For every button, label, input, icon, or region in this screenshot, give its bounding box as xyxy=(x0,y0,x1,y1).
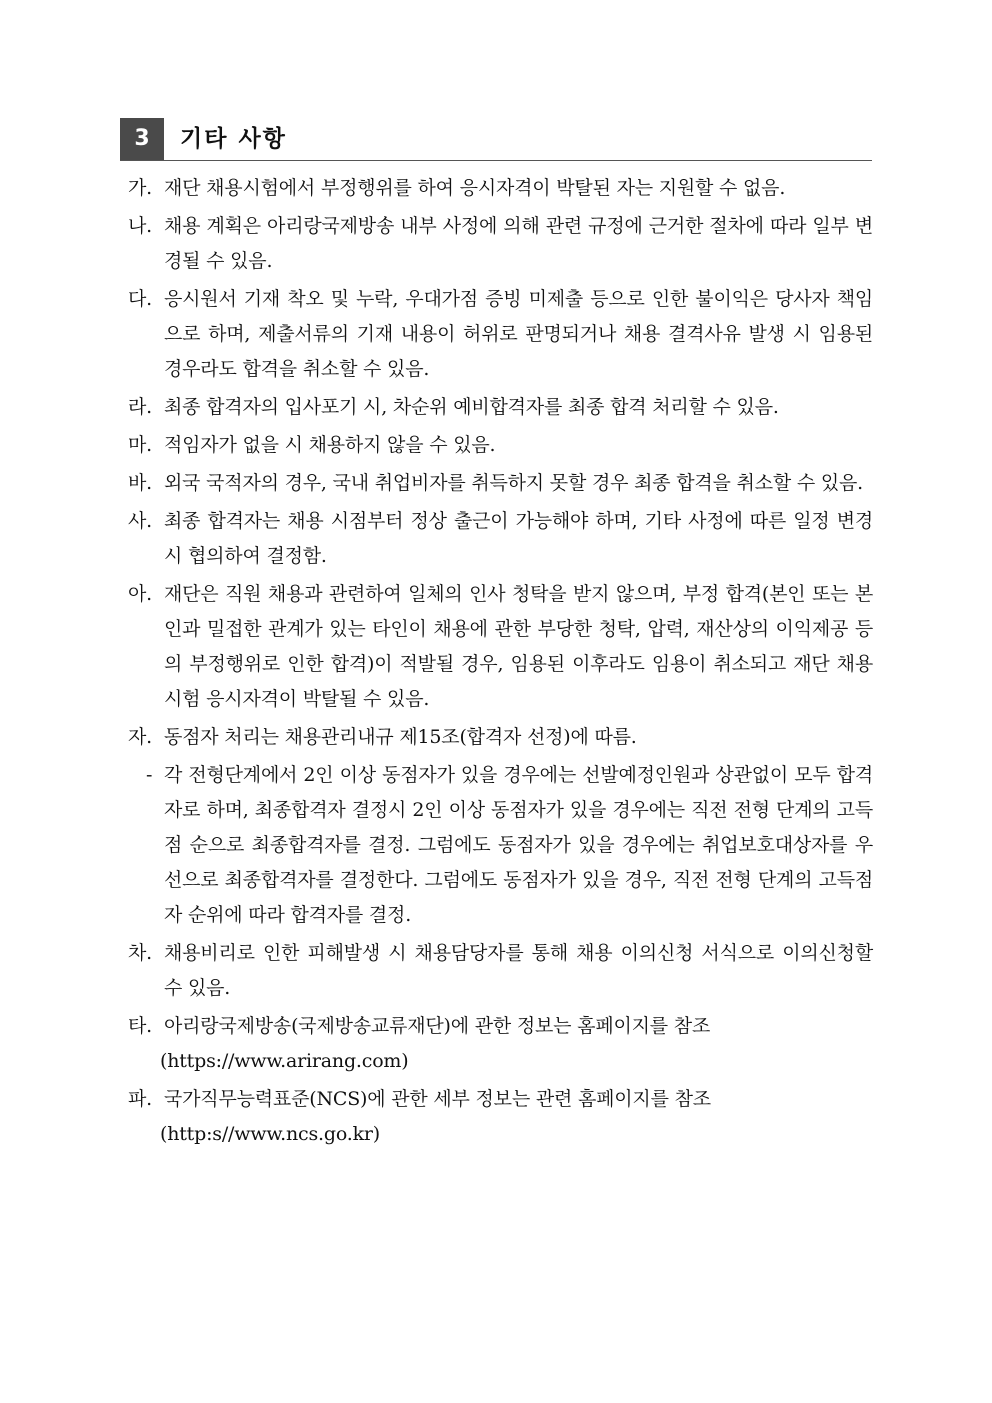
item-text: 응시원서 기재 착오 및 누락, 우대가점 증빙 미제출 등으로 인한 불이익은 당사자 책임으로 하며, 제출서류의 기재 내용이 허위로 판명되거나 채용 결격사유 발생 시 임용된 경우라도 합격을 취소할 수 있음. xyxy=(164,288,873,380)
item-text: 외국 국적자의 경우, 국내 취업비자를 취득하지 못할 경우 최종 합격을 취소할 수 있음. xyxy=(164,472,863,494)
list-item xyxy=(128,209,873,279)
item-text: 재단 채용시험에서 부정행위를 하여 응시자격이 박탈된 자는 지원할 수 없음. xyxy=(164,177,786,199)
item-text: 채용비리로 인한 피해발생 시 채용담당자를 통해 채용 이의신청 서식으로 이의신청할 수 있음. xyxy=(164,942,873,999)
item-marker: 차. xyxy=(128,942,152,964)
list-item xyxy=(128,428,873,463)
list-item xyxy=(128,1009,873,1079)
list-item xyxy=(128,171,873,206)
list-item xyxy=(128,720,873,755)
notes-list xyxy=(128,171,873,1155)
item-marker: 나. xyxy=(128,215,152,237)
list-item xyxy=(128,390,873,425)
section-number: 3 xyxy=(120,118,164,160)
item-text: 동점자 처리는 채용관리내규 제15조(합격자 선정)에 따름. xyxy=(164,726,637,748)
item-marker: 바. xyxy=(128,472,152,494)
list-item xyxy=(128,282,873,387)
item-marker: 타. xyxy=(128,1015,152,1037)
homepage-url: (https://www.arirang.com) xyxy=(160,1050,409,1072)
item-text: 국가직무능력표준(NCS)에 관한 세부 정보는 관련 홈페이지를 참조 xyxy=(164,1088,711,1110)
list-item xyxy=(128,466,873,501)
list-item xyxy=(128,936,873,1006)
item-text: 최종 합격자의 입사포기 시, 차순위 예비합격자를 최종 합격 처리할 수 있음. xyxy=(164,396,779,418)
section-header xyxy=(120,118,872,161)
item-marker: 라. xyxy=(128,396,152,418)
list-item xyxy=(128,577,873,717)
ncs-url: (http:s//www.ncs.go.kr) xyxy=(160,1123,380,1145)
item-text: 채용 계획은 아리랑국제방송 내부 사정에 의해 관련 규정에 근거한 절차에 따라 일부 변경될 수 있음. xyxy=(164,215,873,272)
item-text: 아리랑국제방송(국제방송교류재단)에 관한 정보는 홈페이지를 참조 xyxy=(164,1015,711,1037)
list-item xyxy=(128,1082,873,1152)
sub-list-item xyxy=(128,758,873,933)
item-marker: 파. xyxy=(128,1088,152,1110)
item-marker: 다. xyxy=(128,288,152,310)
item-marker: 자. xyxy=(128,726,152,748)
sub-item-text: 각 전형단계에서 2인 이상 동점자가 있을 경우에는 선발예정인원과 상관없이 모두 합격자로 하며, 최종합격자 결정시 2인 이상 동점자가 있을 경우에는 직전 전형 단계의 고득점 순으로 최종합격자를 결정. 그럼에도 동점자가 있을 경우에는 취업보호대상자를 우선으로 최종합격자를 결정한다. 그럼에도 동점자가 있을 경우, 직전 전형 단계의 고득점자 순위에 따라 합격자를 결정. xyxy=(164,764,873,926)
item-marker: 가. xyxy=(128,177,152,199)
sub-item-marker: - xyxy=(146,764,153,786)
section-title: 기타 사항 xyxy=(180,126,287,152)
item-text: 최종 합격자는 채용 시점부터 정상 출근이 가능해야 하며, 기타 사정에 따른 일정 변경 시 협의하여 결정함. xyxy=(164,510,873,567)
item-text: 적임자가 없을 시 채용하지 않을 수 있음. xyxy=(164,434,496,456)
item-marker: 마. xyxy=(128,434,152,456)
list-item xyxy=(128,504,873,574)
item-text: 재단은 직원 채용과 관련하여 일체의 인사 청탁을 받지 않으며, 부정 합격(본인 또는 본인과 밀접한 관계가 있는 타인이 채용에 관한 부당한 청탁, 압력, 재산상의 이익제공 등의 부정행위로 인한 합격)이 적발될 경우, 임용된 이후라도 임용이 취소되고 재단 채용시험 응시자격이 박탈될 수 있음. xyxy=(164,583,873,710)
item-marker: 아. xyxy=(128,583,152,605)
item-marker: 사. xyxy=(128,510,152,532)
